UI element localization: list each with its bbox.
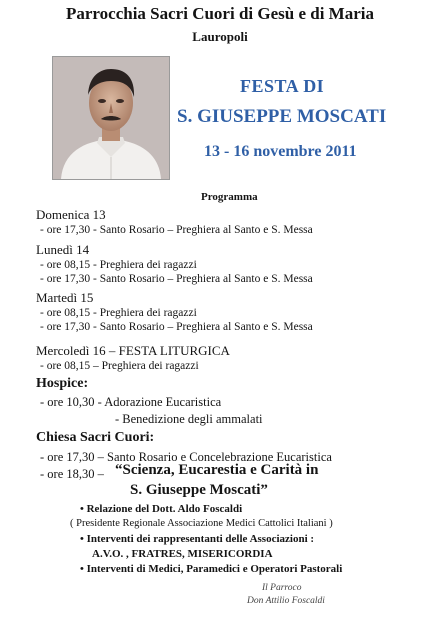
festa-heading: FESTA DI bbox=[240, 76, 325, 96]
chiesa-title: Chiesa Sacri Cuori: bbox=[36, 430, 155, 445]
conference-title: “Scienza, Eucarestia e Carità in bbox=[115, 462, 319, 478]
chiesa-item-time: - ore 18,30 – bbox=[40, 467, 104, 481]
town-name: Lauropoli bbox=[192, 29, 248, 44]
portrait-image bbox=[53, 57, 169, 179]
bullet-note: ( Presidente Regionale Associazione Medici Cattolici Italiani ) bbox=[70, 518, 333, 529]
schedule-item: - ore 17,30 - Santo Rosario – Preghiera al Santo e S. Messa bbox=[40, 224, 313, 236]
signature-name: Don Attilio Foscaldi bbox=[247, 596, 325, 606]
day-title: Domenica 13 bbox=[36, 207, 106, 222]
schedule-item: - ore 17,30 - Santo Rosario – Preghiera al Santo e S. Messa bbox=[40, 321, 313, 333]
day-title: Martedì 15 bbox=[36, 290, 94, 305]
programma-label: Programma bbox=[201, 191, 258, 203]
schedule-item: - ore 08,15 - Preghiera dei ragazzi bbox=[40, 307, 197, 319]
signature-role: Il Parroco bbox=[262, 583, 302, 593]
schedule-item: - ore 08,15 – Preghiera dei ragazzi bbox=[40, 360, 199, 372]
schedule-item: - ore 17,30 - Santo Rosario – Preghiera al Santo e S. Messa bbox=[40, 273, 313, 285]
bullet-sub: A.V.O. , FRATRES, MISERICORDIA bbox=[92, 548, 273, 560]
chiesa-item: - ore 17,30 – Santo Rosario e Concelebrazione Eucaristica bbox=[40, 450, 332, 464]
hospice-item: - ore 10,30 - Adorazione Eucaristica bbox=[40, 395, 222, 409]
bullet-item: • Interventi di Medici, Paramedici e Operatori Pastorali bbox=[80, 563, 343, 575]
hospice-item: - Benedizione degli ammalati bbox=[115, 412, 263, 426]
conference-title: S. Giuseppe Moscati” bbox=[130, 482, 268, 498]
saint-portrait bbox=[52, 56, 170, 180]
bullet-text: Interventi di Medici, Paramedici e Operatori Pastorali bbox=[86, 563, 343, 575]
day-title-festa-liturgica: Mercoledì 16 – FESTA LITURGICA bbox=[36, 343, 230, 358]
bullet-text: Interventi dei rappresentanti delle Associazioni : bbox=[86, 533, 315, 545]
saint-name: S. GIUSEPPE MOSCATI bbox=[177, 106, 387, 127]
schedule-item: - ore 08,15 - Preghiera dei ragazzi bbox=[40, 259, 197, 271]
parish-title: Parrocchia Sacri Cuori di Gesù e di Maria bbox=[65, 4, 374, 23]
bullet-text: Relazione del Dott. Aldo Foscaldi bbox=[86, 503, 243, 515]
day-title: Lunedì 14 bbox=[36, 242, 90, 257]
bullet-item: • Relazione del Dott. Aldo Foscaldi bbox=[80, 503, 243, 515]
bullet-item: • Interventi dei rappresentanti delle Associazioni : bbox=[80, 533, 315, 545]
hospice-title: Hospice: bbox=[36, 376, 89, 391]
event-dates: 13 - 16 novembre 2011 bbox=[204, 143, 357, 160]
